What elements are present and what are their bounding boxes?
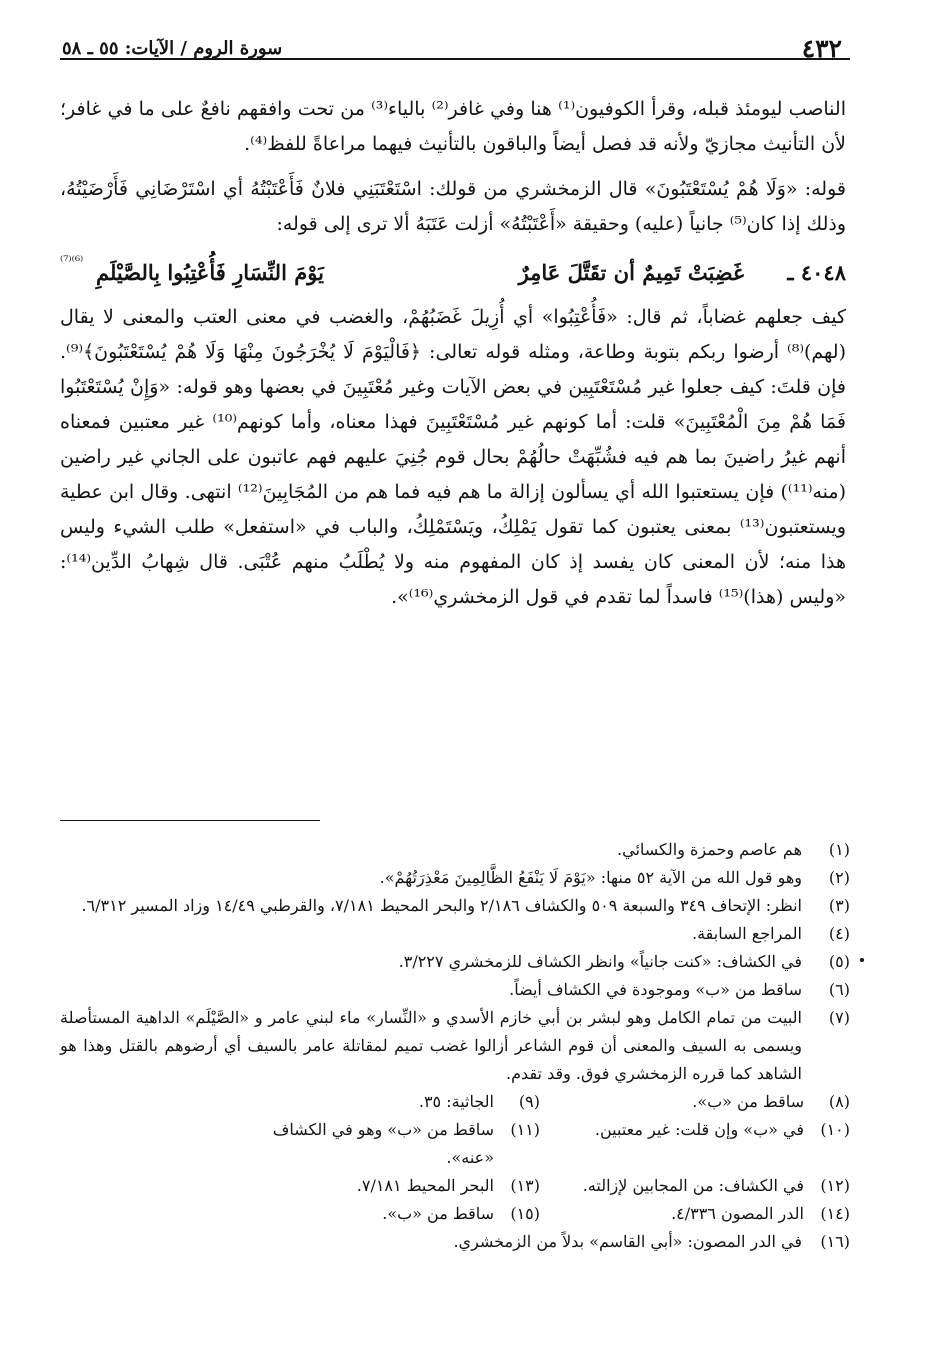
footnote	[60, 892, 850, 920]
footnote-text: البحر المحيط ٧/١٨١.	[356, 1176, 494, 1195]
footnote-text: الجاثية: ٣٥.	[418, 1092, 494, 1111]
footnote-text: في الكشاف: من المجابين لإزالته.	[582, 1176, 804, 1195]
footnote	[60, 948, 850, 976]
page-header	[60, 28, 850, 68]
footnote	[230, 1088, 540, 1116]
footnote	[60, 920, 850, 948]
footnote-number: (١٤)	[820, 1204, 850, 1223]
footnote-number: (٤)	[828, 924, 850, 943]
footnote	[230, 1116, 540, 1172]
footnote-number: (٣)	[828, 896, 850, 915]
footnote-number: (١٥)	[510, 1204, 540, 1223]
footnote-text: هم عاصم وحمزة والكسائي.	[617, 840, 802, 859]
footnote	[60, 1004, 850, 1088]
page-number: ٤٣٢	[801, 34, 842, 63]
footnote	[60, 864, 850, 892]
paragraph-2: قوله: «وَلَا هُمْ يُسْتَعْتَبُونَ» قال الزمخشري من قولك: اسْتَعْتَبَنِي فلانٌ فَأَعْتَبْتُهُ أي اسْتَرْضَانِي فَأَرْضَيْتُهُ، وذلك إذا كان⁽⁵⁾ جانياً (عليه) وحقيقة «أَعْتَبْتُهُ» أزلت عَتَبَهُ ألا ترى إلى قوله:	[60, 178, 846, 235]
footnote-number: (٨)	[828, 1092, 850, 1111]
verse-note-markers: ⁽⁶⁾⁽⁷⁾	[60, 254, 84, 269]
footnote-pair-row	[60, 1172, 850, 1200]
footnote-number: (١٠)	[820, 1120, 850, 1139]
paragraph-1: الناصب ليومئذ قبله، وقرأ الكوفيون⁽¹⁾ هنا وفي غافر⁽²⁾ بالياء⁽³⁾ من تحت وافقهم نافعٌ على ما في غافر؛ لأن التأنيث مجازيّ ولأنه قد فصل أيضاً والباقون بالتأنيث فيهما مراعاةً للفظ⁽⁴⁾.	[60, 98, 846, 155]
footnote	[540, 1200, 850, 1228]
footnote	[540, 1172, 850, 1200]
footnote	[540, 1116, 850, 1172]
footnote-number: (١٣)	[510, 1176, 540, 1195]
verse-first-hemistich: غَضِبَتْ تَمِيمٌ أن تقَتَّلَ عَامِرٌ	[518, 260, 744, 285]
footnote-number: (٥)	[828, 952, 850, 971]
footnote-number: (١)	[828, 840, 850, 859]
footnote	[230, 1200, 540, 1228]
paragraph-3: كيف جعلهم غضاباً، ثم قال: «فَأُعْتِبُوا» أي أُزِيلَ غَضَبُهُمْ، والغضب في معنى العتب والمعنى لا يقال (لهم)⁽⁸⁾ أرضوا ربكم بتوبة وطاعة، ومثله قوله تعالى: ﴿فَالْيَوْمَ لَا يُخْرَجُونَ مِنْهَا وَلَا هُمْ يُسْتَعْتَبُونَ﴾⁽⁹⁾. فإن قلتَ: كيف جعلوا غير مُسْتَعْتَبِين في بعض الآيات وغير مُعْتَبِينَ في بعضها وهو قوله: «وَإِنْ يُسْتَعْتَبُوا فَمَا هُمْ مِنَ الْمُعْتَبِينَ» قلت: أما كونهم غير مُسْتَعْتَبِينَ فهذا معناه، وأما كونهم⁽¹⁰⁾ غير معتبين فمعناه أنهم غيرُ راضينَ بما هم فيه فشُبِّهَتْ حالُهُمْ بحال قوم جُنِيَ عليهم فهم عاتبون على الجاني غير راضين (منه⁽¹¹⁾) فإن يستعتبوا الله أي يسألون إزالة ما هم فيه فما هم من المُجَابِينَ⁽¹²⁾ انتهى. وقال ابن عطية ويستعتبون⁽¹³⁾ بمعنى يعتبون كما تقول يَمْلِكُ، ويَسْتَمْلِكُ، والباب في «استفعل» طلب الشيء وليس هذا منه؛ لأن المعنى كان يفسد إذ كان المفهوم منه ولا يُطْلَبُ منهم عُتْبَى. قال شِهابُ الدِّين⁽¹⁴⁾: «وليس (هذا)⁽¹⁵⁾ فاسداً لما تقدم في قول الزمخشري⁽¹⁶⁾».	[60, 306, 847, 608]
footnote-text: ساقط من «ب».	[382, 1204, 494, 1223]
footnote-text: البيت من تمام الكامل وهو لبشر بن أبي خازم الأسدي و «النِّسار» ماء لبني عامر و «الصَّيْلَم» الداهية المستأصلة ويسمى به السيف والمعنى أن قوم الشاعر أزالوا غضب تميم لمقاتلة عامر بالسيف أي أرضوهم بالقتل وهذا هو الشاهد كما قرره الزمخشري فوق. وقد تقدم.	[60, 1008, 802, 1083]
footnote-number: (٢)	[828, 868, 850, 887]
footnote	[60, 976, 850, 1004]
footnote-text: الدر المصون ٤/٣٣٦.	[671, 1204, 804, 1223]
footnote-number: (٩)	[518, 1092, 540, 1111]
footnote-text: ساقط من «ب» وموجودة في الكشاف أيضاً.	[509, 980, 802, 999]
footnote-text: ساقط من «ب» وهو في الكشاف «عنه».	[272, 1120, 494, 1167]
footnote-text: في الكشاف: «كنت جانياً» وانظر الكشاف للزمخشري ٣/٢٢٧.	[398, 952, 802, 971]
footnote-number: (٧)	[828, 1008, 850, 1027]
verse-second-hemistich: يَوْمَ النِّسَارِ فَأُعْتِبُوا بِالصَّيْلَمِ	[96, 260, 324, 285]
scan-speck	[860, 958, 864, 962]
main-text	[60, 92, 846, 615]
footnotes	[60, 836, 850, 1256]
footnote	[540, 1088, 850, 1116]
footnote	[230, 1172, 540, 1200]
footnote-pair-row	[60, 1088, 850, 1116]
header-rule	[60, 58, 850, 60]
poetry-verse	[60, 254, 846, 294]
footnote-text: انظر: الإتحاف ٣٤٩ والسبعة ٥٠٩ والكشاف ٢/١٨٦ والبحر المحيط ٧/١٨١، والقرطبي ١٤/٤٩ وزاد المسير ٦/٣١٢.	[81, 896, 802, 915]
footnote-text: ساقط من «ب».	[692, 1092, 804, 1111]
footnote-pair-row	[60, 1116, 850, 1172]
footnote-text: في «ب» وإن قلت: غير معتبين.	[594, 1120, 804, 1139]
footnote-text: في الدر المصون: «أبي القاسم» بدلاً من الزمخشري.	[453, 1232, 802, 1251]
footnote-text: المراجع السابقة.	[691, 924, 802, 943]
footnote	[60, 1228, 850, 1256]
footnote-text: وهو قول الله من الآية ٥٢ منها: «يَوْمَ لَا يَنْفَعُ الظَّالِمِينَ مَعْذِرَتُهُمْ».	[379, 868, 802, 887]
running-title: سورة الروم / الآيات: ٥٥ ـ ٥٨	[62, 38, 283, 59]
verse-number: ٤٠٤٨ ـ	[787, 260, 846, 285]
footnote-pair-row	[60, 1200, 850, 1228]
footnote-number: (١٦)	[820, 1232, 850, 1251]
book-page	[60, 28, 850, 1348]
footnote-number: (٦)	[828, 980, 850, 999]
footnote	[60, 836, 850, 864]
footnote-separator	[60, 820, 320, 821]
footnote-number: (١١)	[510, 1120, 540, 1139]
footnote-number: (١٢)	[820, 1176, 850, 1195]
